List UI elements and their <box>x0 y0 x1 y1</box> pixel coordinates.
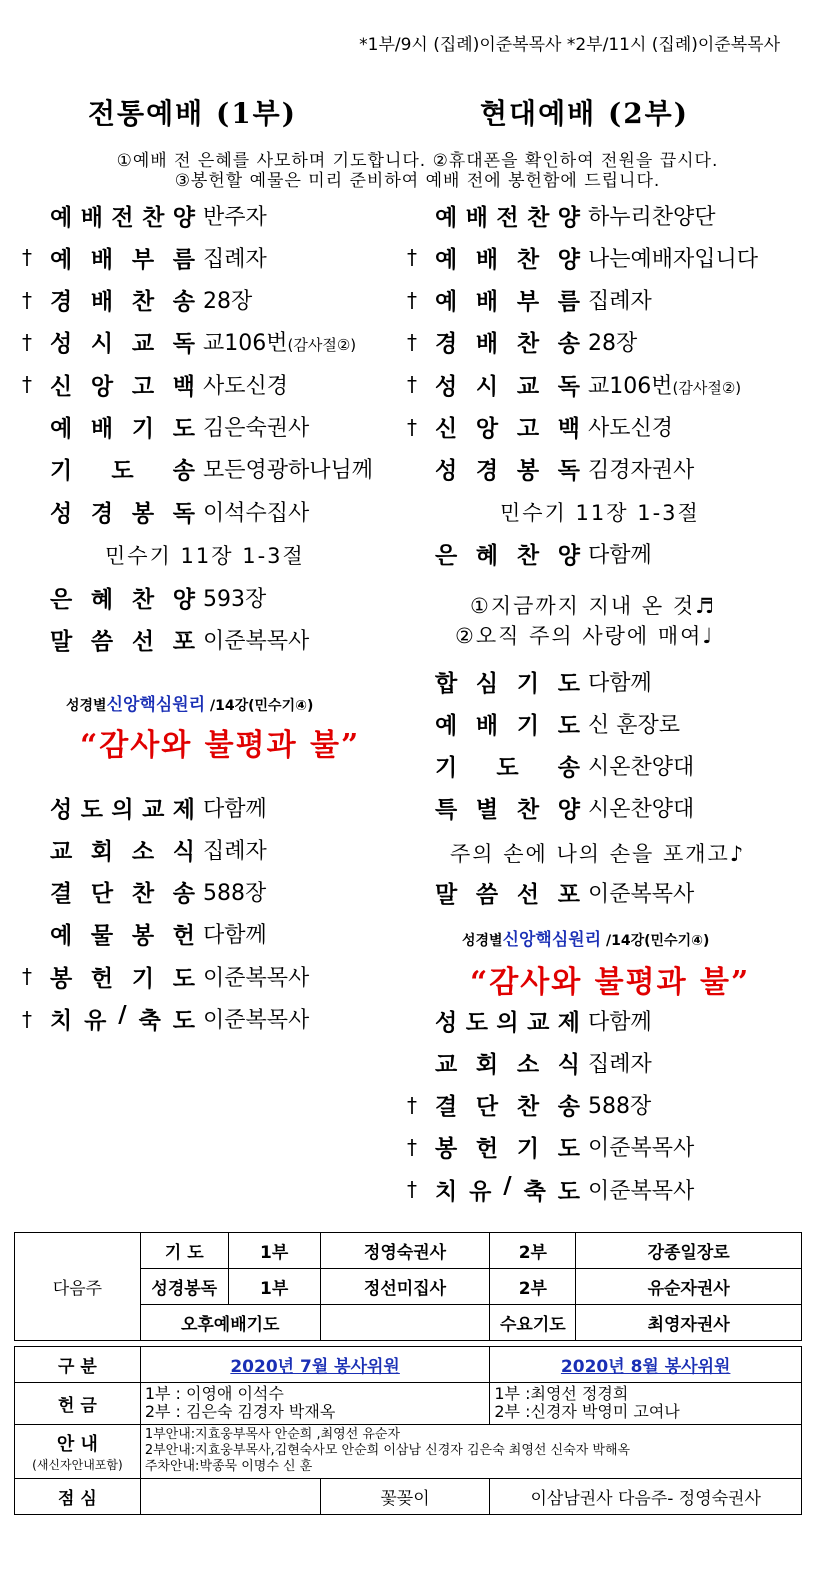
second-service-row <box>407 280 652 320</box>
first-scripture: 민수기 11장 1-3절 <box>105 544 305 568</box>
second-service-label: 경 배 찬 송 <box>435 331 580 358</box>
lunch-names: 이삼남권사 다음주- 정영숙권사 <box>490 1478 802 1514</box>
first-service-value: 588장 <box>203 881 267 907</box>
first-service-value: 모든영광하나님께 <box>203 458 374 484</box>
reading-label: 성경봉독 <box>140 1269 228 1305</box>
first-service-value: 이준복목사 <box>203 628 310 654</box>
first-service-row <box>22 619 309 659</box>
first-service-value: 집례자 <box>203 838 267 864</box>
first-service-row <box>22 364 288 404</box>
second-service-row <box>407 661 652 701</box>
second-service-label: 성 도 의 교 제 <box>435 1009 580 1036</box>
first-service-row <box>22 956 309 996</box>
second-service-label: 결 단 찬 송 <box>435 1094 580 1121</box>
cross-mark: † <box>22 964 32 989</box>
second-service-label: 치 유 / 축 도 <box>435 1172 580 1205</box>
second-service-label: 은 혜 찬 양 <box>435 542 580 569</box>
cross-mark: † <box>22 329 32 354</box>
first-service-label: 은 혜 찬 양 <box>50 586 195 613</box>
second-service-row <box>407 1085 651 1125</box>
offering-label: 헌 금 <box>15 1383 141 1425</box>
first-service-value: 사도신경 <box>203 373 289 399</box>
second-service-label: 성 시 교 독 <box>435 373 580 400</box>
first-service-value: 다함께 <box>203 796 267 822</box>
second-sermon-title: “감사와 불평과 불” <box>470 965 751 1000</box>
second-service-row <box>407 195 716 235</box>
second-service-label: 예 배 부 름 <box>435 289 580 316</box>
second-service-value: 이준복목사 <box>588 881 695 907</box>
second-song-1: ①지금까지 지내 온 것♬ <box>470 594 716 618</box>
first-service-value: 김은숙권사 <box>203 416 310 441</box>
second-service-row <box>407 322 637 362</box>
first-service-row <box>22 872 266 912</box>
afternoon-prayer-value <box>320 1305 490 1341</box>
first-sermon-title: “감사와 불평과 불” <box>80 728 361 763</box>
reading-part2: 2부 <box>490 1269 576 1305</box>
cross-mark: † <box>407 287 417 312</box>
second-service-row <box>407 407 673 447</box>
first-service-label: 성 시 교 독 <box>50 331 195 358</box>
first-service-row <box>22 491 309 531</box>
wednesday-prayer-label: 수요기도 <box>490 1305 576 1341</box>
first-service-label: 경 배 찬 송 <box>50 289 195 316</box>
first-service-row <box>22 449 373 489</box>
first-service-row <box>22 914 267 954</box>
first-service-value: 593장 <box>203 586 267 612</box>
second-service-title: 현대예배 (2부) <box>480 97 689 130</box>
second-service-value: 다함께 <box>588 670 652 696</box>
second-service-row <box>407 703 680 743</box>
second-service-value: 28장 <box>588 331 638 357</box>
cross-mark: † <box>407 414 417 439</box>
second-service-row <box>407 872 694 912</box>
second-service-value: 588장 <box>588 1094 652 1120</box>
prayer-part2-name: 강종일장로 <box>576 1233 802 1269</box>
first-service-row <box>22 322 356 362</box>
second-service-row <box>407 533 652 573</box>
second-service-label: 예 배 기 도 <box>435 712 580 739</box>
first-service-label: 말 씀 선 포 <box>50 628 195 655</box>
first-service-value: 다함께 <box>203 923 267 949</box>
next-week-label: 다음주 <box>15 1233 141 1341</box>
second-service-row <box>407 1127 694 1167</box>
second-service-label: 예 배 전 찬 양 <box>435 204 580 231</box>
division-label: 구 분 <box>15 1347 141 1383</box>
first-service-label: 예 배 기 도 <box>50 416 195 442</box>
second-sermon-series: 성경별신앙핵심원리 /14강(민수기④) <box>462 930 710 950</box>
first-service-row <box>22 195 267 235</box>
first-service-label: 성 경 봉 독 <box>50 500 195 527</box>
cross-mark: † <box>407 1134 417 1159</box>
first-service-value: 이준복목사 <box>203 965 310 991</box>
cross-mark: † <box>407 1092 417 1117</box>
second-service-row <box>407 746 694 786</box>
prayer-part1-name: 정영숙권사 <box>320 1233 490 1269</box>
second-service-value: 집례자 <box>588 1051 652 1077</box>
second-service-value: 다함께 <box>588 542 652 568</box>
second-service-label: 합 심 기 도 <box>435 670 580 697</box>
first-service-label: 성 도 의 교 제 <box>50 796 195 823</box>
first-service-label: 봉 헌 기 도 <box>50 965 195 992</box>
afternoon-prayer-label: 오후예배기도 <box>140 1305 320 1341</box>
notice-line-1: ①예배 전 은혜를 사모하며 기도합니다. ②휴대폰을 확인하여 전원을 끕시다. <box>116 151 719 171</box>
prayer-part2: 2부 <box>490 1233 576 1269</box>
second-service-label: 교 회 소 식 <box>435 1051 580 1078</box>
second-service-label: 말 씀 선 포 <box>435 881 580 908</box>
second-service-value: 하누리찬양단 <box>588 204 716 230</box>
prayer-label: 기 도 <box>140 1233 228 1269</box>
second-service-value: 사도신경 <box>588 416 674 441</box>
second-service-label: 기 도 송 <box>435 755 580 782</box>
first-service-label: 교 회 소 식 <box>50 838 195 865</box>
second-service-value: 집례자 <box>588 289 652 315</box>
reading-part1-name: 정선미집사 <box>320 1269 490 1305</box>
second-service-value: 이준복목사 <box>588 1136 695 1162</box>
first-service-row <box>22 787 267 827</box>
second-service-label: 봉 헌 기 도 <box>435 1136 580 1163</box>
cross-mark: † <box>22 1006 32 1031</box>
second-service-label: 특 별 찬 양 <box>435 797 580 824</box>
second-service-row <box>407 1000 652 1040</box>
second-service-row <box>407 1042 652 1082</box>
first-service-label: 결 단 찬 송 <box>50 881 195 908</box>
volunteer-table <box>14 1232 802 1515</box>
lunch-label: 점 심 <box>15 1478 141 1514</box>
second-service-value: 이준복목사 <box>588 1178 695 1204</box>
second-service-value: 나는예배자입니다 <box>588 246 759 272</box>
special-song: 주의 손에 나의 손을 포개고♪ <box>450 842 746 866</box>
second-service-value: 시온찬양대 <box>588 797 695 823</box>
july-volunteers-link[interactable]: 2020년 7월 봉사위원 <box>230 1357 400 1377</box>
first-service-label: 치 유 / 축 도 <box>50 1002 195 1034</box>
offering-july: 1부 : 이영애 이석수 2부 : 김은숙 김경자 박재옥 <box>140 1383 490 1425</box>
cross-mark: † <box>407 245 417 270</box>
second-service-row <box>407 364 741 404</box>
first-service-title: 전통예배 (1부) <box>88 97 297 130</box>
first-service-row <box>22 407 309 447</box>
august-volunteers-link[interactable]: 2020년 8월 봉사위원 <box>560 1357 731 1377</box>
guide-label: 안 내 (새신자안내포함) <box>15 1424 141 1478</box>
reading-part2-name: 유순자권사 <box>576 1269 802 1305</box>
first-service-value: 이준복목사 <box>203 1008 310 1033</box>
cross-mark: † <box>22 287 32 312</box>
second-service-label: 성 경 봉 독 <box>435 458 580 485</box>
service-times-note: *1부/9시 (집례)이준복목사 *2부/11시 (집례)이준복목사 <box>359 35 780 55</box>
first-service-label: 예 배 전 찬 양 <box>50 204 195 231</box>
guide-details: 1부안내:지효웅부목사 안순희 ,최영선 유순자 2부안내:지효웅부목사,김현숙사모 안순희 이삼남 신경자 김은숙 최영선 신숙자 박해옥 주차안내:박종묵 이명수 신 훈 <box>140 1424 801 1478</box>
second-service-value: 시온찬양대 <box>588 755 695 781</box>
second-scripture: 민수기 11장 1-3절 <box>500 501 700 525</box>
second-service-row <box>407 237 758 277</box>
cross-mark: † <box>407 329 417 354</box>
wednesday-prayer-value: 최영자권사 <box>576 1305 802 1341</box>
second-service-value: 교106번(감사절②) <box>588 373 742 399</box>
first-service-value: 교106번(감사절②) <box>203 331 357 357</box>
first-service-value: 반주자 <box>203 204 267 230</box>
second-service-row <box>407 449 694 489</box>
offering-august: 1부 :최영선 정경희 2부 :신경자 박영미 고여나 <box>490 1383 802 1425</box>
first-service-label: 예 물 봉 헌 <box>50 923 195 950</box>
second-service-row <box>407 1169 694 1209</box>
first-service-row <box>22 999 309 1039</box>
notice-line-2: ③봉헌할 예물은 미리 준비하여 예배 전에 봉헌함에 드립니다. <box>174 171 661 191</box>
cross-mark: † <box>407 372 417 397</box>
first-service-value: 이석수집사 <box>203 500 310 526</box>
first-service-label: 예 배 부 름 <box>50 246 195 273</box>
first-service-row <box>22 237 267 277</box>
second-service-value: 김경자권사 <box>588 458 695 484</box>
first-service-label: 기 도 송 <box>50 458 195 485</box>
first-service-label: 신 앙 고 백 <box>50 373 195 400</box>
second-service-label: 신 앙 고 백 <box>435 416 580 442</box>
flower-label: 꽃꽂이 <box>320 1478 490 1514</box>
first-service-row <box>22 577 266 617</box>
first-sermon-series: 성경별신앙핵심원리 /14강(민수기④) <box>66 695 314 715</box>
first-service-row <box>22 829 267 869</box>
second-service-label: 예 배 찬 양 <box>435 246 580 273</box>
second-service-value: 신 훈장로 <box>588 712 681 738</box>
first-service-value: 28장 <box>203 289 253 315</box>
first-service-value: 집례자 <box>203 246 267 272</box>
cross-mark: † <box>22 372 32 397</box>
cross-mark: † <box>22 245 32 270</box>
second-service-row <box>407 788 694 828</box>
reading-part1: 1부 <box>228 1269 320 1305</box>
cross-mark: † <box>407 1177 417 1202</box>
prayer-part1: 1부 <box>228 1233 320 1269</box>
second-song-2: ②오직 주의 사랑에 매여♩ <box>455 624 715 648</box>
second-service-value: 다함께 <box>588 1009 652 1035</box>
first-service-row <box>22 280 252 320</box>
